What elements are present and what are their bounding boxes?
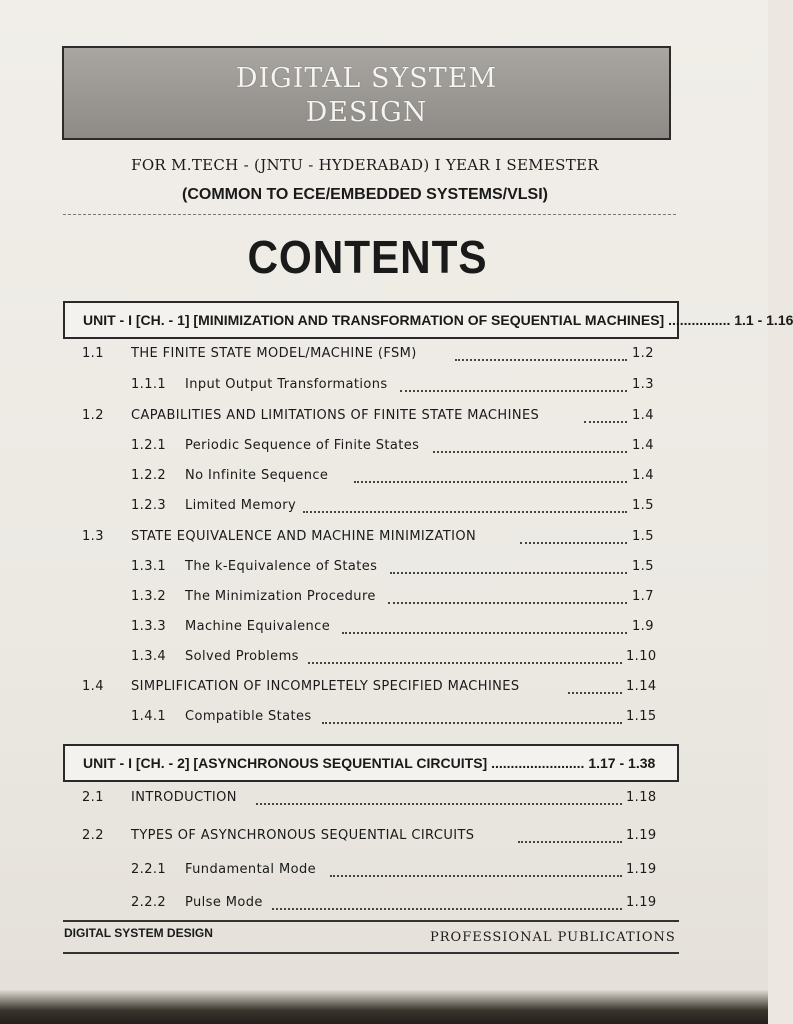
entry-page: 1.3 bbox=[632, 377, 654, 392]
entry-title: CAPABILITIES AND LIMITATIONS OF FINITE STATE MACHINES bbox=[131, 408, 540, 423]
toc-entry bbox=[0, 619, 768, 643]
page-edge-shadow bbox=[0, 990, 768, 1024]
entry-number: 2.2.2 bbox=[131, 895, 167, 910]
entry-number: 2.2 bbox=[82, 828, 104, 843]
entry-number: 1.4.1 bbox=[131, 709, 167, 724]
footer-divider-bottom bbox=[63, 952, 679, 954]
entry-title: Pulse Mode bbox=[185, 895, 263, 910]
toc-entry bbox=[0, 649, 768, 673]
entry-number: 1.1.1 bbox=[131, 377, 167, 392]
entry-number: 1.4 bbox=[82, 679, 104, 694]
common-to-subtitle: (COMMON TO ECE/EMBEDDED SYSTEMS/VLSI) bbox=[182, 186, 548, 203]
entry-number: 1.2.2 bbox=[131, 468, 167, 483]
toc-entry bbox=[0, 559, 768, 583]
title-banner bbox=[62, 46, 671, 140]
entry-number: 1.2.1 bbox=[131, 438, 167, 453]
title-line-1: DIGITAL SYSTEM bbox=[235, 63, 498, 94]
divider bbox=[63, 214, 676, 216]
leader-dots bbox=[520, 542, 627, 544]
leader-dots bbox=[388, 602, 627, 604]
toc-entry bbox=[0, 529, 768, 553]
leader-dots bbox=[518, 841, 622, 843]
entry-number: 1.2.3 bbox=[131, 498, 167, 513]
unit-label: UNIT - I [CH. - 1] [MINIMIZATION AND TRANSFORMATION OF SEQUENTIAL MACHINES] bbox=[83, 312, 665, 328]
contents-heading: CONTENTS bbox=[247, 231, 488, 283]
entry-page: 1.9 bbox=[632, 619, 654, 634]
leader-dots bbox=[330, 875, 622, 877]
footer-divider bbox=[63, 920, 679, 922]
leader-dots bbox=[354, 481, 627, 483]
entry-page: 1.15 bbox=[626, 709, 657, 724]
unit-heading-2 bbox=[63, 744, 679, 782]
leader-dots bbox=[322, 722, 622, 724]
toc-entry bbox=[0, 790, 768, 814]
entry-number: 1.3.4 bbox=[131, 649, 167, 664]
leader-dots bbox=[303, 511, 627, 513]
entry-page: 1.2 bbox=[632, 346, 654, 361]
toc-entry bbox=[0, 438, 768, 462]
entry-number: 1.1 bbox=[82, 346, 104, 361]
entry-title: Limited Memory bbox=[185, 498, 297, 513]
toc-entry bbox=[0, 679, 768, 703]
entry-title: The Minimization Procedure bbox=[185, 589, 376, 604]
entry-title: Solved Problems bbox=[185, 649, 299, 664]
entry-title: No Infinite Sequence bbox=[185, 468, 329, 483]
entry-page: 1.10 bbox=[626, 649, 657, 664]
entry-number: 2.2.1 bbox=[131, 862, 167, 877]
entry-page: 1.4 bbox=[632, 468, 654, 483]
entry-number: 1.3.2 bbox=[131, 589, 167, 604]
unit-pages: 1.1 - 1.16 bbox=[734, 312, 793, 328]
unit-heading-1 bbox=[63, 301, 793, 339]
entry-title: THE FINITE STATE MODEL/MACHINE (FSM) bbox=[131, 346, 417, 361]
leader-dots bbox=[390, 572, 627, 574]
entry-page: 1.14 bbox=[626, 679, 657, 694]
entry-title: TYPES OF ASYNCHRONOUS SEQUENTIAL CIRCUITS bbox=[131, 828, 475, 843]
toc-entry bbox=[0, 468, 768, 492]
entry-page: 1.5 bbox=[632, 559, 654, 574]
entry-title: Fundamental Mode bbox=[185, 862, 316, 877]
leader-dots bbox=[584, 421, 627, 423]
entry-number: 1.2 bbox=[82, 408, 104, 423]
leader-dots bbox=[568, 692, 622, 694]
entry-title: Machine Equivalence bbox=[185, 619, 331, 634]
entry-title: Compatible States bbox=[185, 709, 312, 724]
entry-number: 1.3.1 bbox=[131, 559, 167, 574]
toc-entry bbox=[0, 498, 768, 522]
toc-entry bbox=[0, 895, 768, 919]
entry-page: 1.18 bbox=[626, 790, 657, 805]
entry-title: STATE EQUIVALENCE AND MACHINE MINIMIZATION bbox=[131, 529, 477, 544]
entry-title: Input Output Transformations bbox=[185, 377, 388, 392]
toc-entry bbox=[0, 709, 768, 733]
toc-entry bbox=[0, 589, 768, 613]
unit-label: UNIT - I [CH. - 2] [ASYNCHRONOUS SEQUENTIAL CIRCUITS] bbox=[83, 755, 488, 771]
entry-title: SIMPLIFICATION OF INCOMPLETELY SPECIFIED MACHINES bbox=[131, 679, 520, 694]
entry-title: INTRODUCTION bbox=[131, 790, 237, 805]
footer-publisher: PROFESSIONAL PUBLICATIONS bbox=[430, 930, 676, 945]
entry-page: 1.5 bbox=[632, 498, 654, 513]
leader-dots bbox=[308, 662, 622, 664]
leader-dots bbox=[400, 390, 627, 392]
title-line-2: DESIGN bbox=[305, 97, 428, 128]
toc-entry bbox=[0, 346, 768, 370]
entry-page: 1.5 bbox=[632, 529, 654, 544]
toc-entry bbox=[0, 828, 768, 852]
entry-page: 1.19 bbox=[626, 828, 657, 843]
entry-page: 1.19 bbox=[626, 862, 657, 877]
entry-number: 1.3.3 bbox=[131, 619, 167, 634]
entry-page: 1.4 bbox=[632, 438, 654, 453]
toc-entry bbox=[0, 408, 768, 432]
unit-leader-dots: ................ bbox=[668, 312, 731, 328]
leader-dots bbox=[272, 908, 622, 910]
entry-number: 2.1 bbox=[82, 790, 104, 805]
unit-pages: 1.17 - 1.38 bbox=[588, 755, 656, 771]
entry-number: 1.3 bbox=[82, 529, 104, 544]
unit-leader-dots: ........................ bbox=[491, 755, 585, 771]
entry-page: 1.19 bbox=[626, 895, 657, 910]
leader-dots bbox=[256, 803, 622, 805]
leader-dots bbox=[433, 451, 627, 453]
entry-title: The k-Equivalence of States bbox=[185, 559, 378, 574]
footer-book-title: DIGITAL SYSTEM DESIGN bbox=[64, 926, 213, 940]
entry-title: Periodic Sequence of Finite States bbox=[185, 438, 420, 453]
leader-dots bbox=[342, 632, 627, 634]
course-subtitle: FOR M.TECH - (JNTU - HYDERABAD) I YEAR I SEMESTER bbox=[131, 156, 599, 174]
toc-entry bbox=[0, 377, 768, 401]
entry-page: 1.7 bbox=[632, 589, 654, 604]
toc-entry bbox=[0, 862, 768, 886]
entry-page: 1.4 bbox=[632, 408, 654, 423]
leader-dots bbox=[455, 359, 627, 361]
